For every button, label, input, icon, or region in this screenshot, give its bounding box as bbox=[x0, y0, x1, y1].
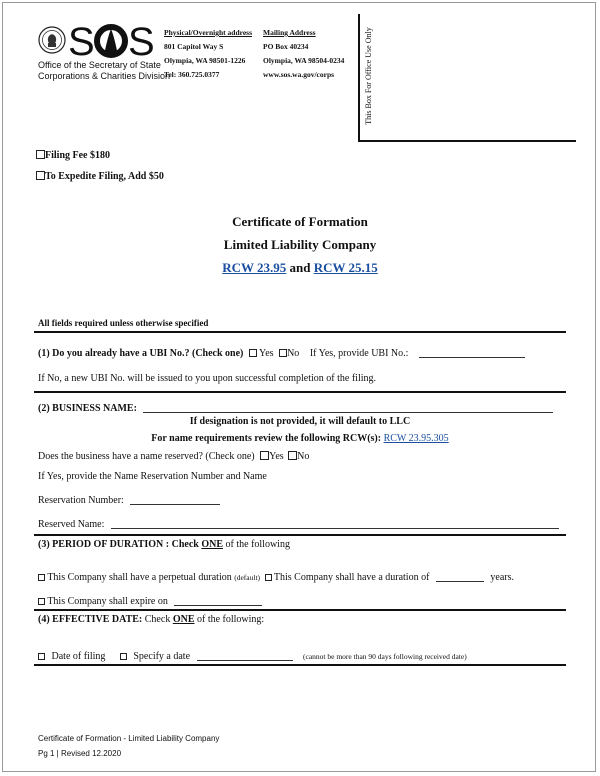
duration-instruction-pre: : Check bbox=[163, 539, 202, 550]
expire-checkbox[interactable] bbox=[38, 598, 45, 605]
physical-address-phone: Tel: 360.725.0377 bbox=[164, 70, 220, 79]
mailing-address-heading: Mailing Address bbox=[263, 28, 316, 37]
reserved-no-label: No bbox=[297, 451, 310, 462]
specify-date-label: Specify a date bbox=[133, 651, 191, 662]
ubi-no-label: No bbox=[287, 348, 300, 359]
fixed-duration-checkbox[interactable] bbox=[265, 574, 272, 581]
ubi-yes-checkbox[interactable] bbox=[249, 349, 257, 357]
divider-2 bbox=[34, 391, 566, 393]
date-of-filing-label: Date of filing bbox=[51, 651, 106, 662]
footer-page-revision: Pg 1 | Revised 12.2020 bbox=[38, 749, 122, 758]
physical-address-line1: 801 Capitol Way S bbox=[164, 42, 224, 51]
duration-instruction-one: ONE bbox=[201, 539, 224, 550]
duration-years-unit: years. bbox=[490, 572, 515, 583]
filing-fee-label: Filing Fee $180 bbox=[45, 150, 110, 161]
reserved-name-field[interactable] bbox=[111, 517, 559, 529]
expedite-label: To Expedite Filing, Add $50 bbox=[45, 171, 164, 182]
effective-instruction-one: ONE bbox=[172, 614, 195, 625]
divider-3 bbox=[34, 534, 566, 536]
fixed-duration-label: This Company shall have a duration of bbox=[273, 572, 430, 583]
ubi-question: (1) Do you already have a UBI No.? (Check one) bbox=[38, 348, 244, 359]
divider-4 bbox=[34, 609, 566, 611]
section-1-ubi bbox=[38, 346, 525, 359]
reserved-yes-label: Yes bbox=[269, 451, 284, 462]
mailing-address-website: www.sos.wa.gov/corps bbox=[263, 70, 335, 79]
physical-address-line2: Olympia, WA 98501-1226 bbox=[164, 56, 246, 65]
perpetual-default-note: (default) bbox=[234, 573, 261, 582]
period-of-duration-label: (3) PERIOD OF DURATION bbox=[38, 539, 164, 550]
expire-date-field[interactable] bbox=[174, 594, 262, 606]
business-name-label: (2) BUSINESS NAME: bbox=[38, 403, 137, 414]
duration-instruction-post: of the following bbox=[223, 539, 290, 550]
specify-date-note: (cannot be more than 90 days following received date) bbox=[303, 652, 467, 661]
specify-date-checkbox[interactable] bbox=[120, 653, 127, 660]
svg-text:S: S bbox=[68, 20, 94, 60]
ubi-provide-label: If Yes, provide UBI No.: bbox=[309, 348, 409, 359]
designation-note: If designation is not provided, it will default to LLC bbox=[189, 416, 411, 427]
ubi-note: If No, a new UBI No. will be issued to you upon successful completion of the filing. bbox=[38, 373, 376, 384]
duration-years-field[interactable] bbox=[436, 570, 484, 582]
business-name-field[interactable] bbox=[143, 401, 553, 413]
mailing-address-line2: Olympia, WA 98504-0234 bbox=[263, 56, 345, 65]
effective-instruction-pre: Check bbox=[142, 614, 173, 625]
effective-instruction-post: of the following: bbox=[194, 614, 265, 625]
reservation-instructions: If Yes, provide the Name Reservation Number and Name bbox=[38, 471, 267, 482]
perpetual-duration-checkbox[interactable] bbox=[38, 574, 45, 581]
rcw-and: and bbox=[286, 260, 314, 275]
form-title: Certificate of Formation bbox=[232, 214, 368, 229]
effective-date-label: (4) EFFECTIVE DATE: bbox=[38, 614, 143, 625]
divider-1 bbox=[34, 331, 566, 333]
divider-5 bbox=[34, 664, 566, 666]
reservation-number-field[interactable] bbox=[130, 493, 220, 505]
ubi-number-field[interactable] bbox=[419, 346, 525, 358]
name-reserved-question: Does the business have a name reserved? (Check one) bbox=[38, 451, 255, 462]
name-requirements-label: For name requirements review the following RCW(s): bbox=[151, 433, 382, 444]
ubi-no-checkbox[interactable] bbox=[279, 349, 287, 357]
rcw-23-95-link[interactable]: RCW 23.95 bbox=[222, 260, 287, 275]
state-seal bbox=[38, 26, 66, 54]
ubi-yes-label: Yes bbox=[259, 348, 274, 359]
perpetual-duration-label: This Company shall have a perpetual duration bbox=[47, 572, 232, 583]
expire-label: This Company shall expire on bbox=[47, 596, 168, 607]
reservation-number-label: Reservation Number: bbox=[38, 495, 124, 506]
form-subtitle: Limited Liability Company bbox=[223, 237, 377, 252]
office-use-label: This Box For Office Use Only bbox=[364, 27, 373, 125]
date-of-filing-checkbox[interactable] bbox=[38, 653, 45, 660]
footer-form-name: Certificate of Formation - Limited Liability Company bbox=[38, 734, 220, 743]
rcw-references bbox=[0, 260, 600, 276]
sos-logo bbox=[68, 20, 162, 60]
reserved-no-checkbox[interactable] bbox=[288, 451, 297, 460]
specify-date-field[interactable] bbox=[197, 649, 293, 661]
physical-address-heading: Physical/Overnight address bbox=[164, 28, 252, 37]
reserved-yes-checkbox[interactable] bbox=[260, 451, 269, 460]
required-note: All fields required unless otherwise specified bbox=[38, 318, 209, 328]
org-division: Corporations & Charities Division bbox=[38, 71, 171, 81]
office-use-box bbox=[358, 14, 576, 142]
svg-text:S: S bbox=[128, 20, 155, 60]
rcw-23-95-305-link[interactable]: RCW 23.95.305 bbox=[383, 433, 449, 444]
expedite-checkbox[interactable] bbox=[36, 171, 45, 180]
reserved-name-label: Reserved Name: bbox=[38, 519, 105, 530]
mailing-address-line1: PO Box 40234 bbox=[263, 42, 309, 51]
org-name: Office of the Secretary of State bbox=[38, 60, 161, 70]
filing-fee-checkbox[interactable] bbox=[36, 150, 45, 159]
rcw-25-15-link[interactable]: RCW 25.15 bbox=[313, 260, 378, 275]
